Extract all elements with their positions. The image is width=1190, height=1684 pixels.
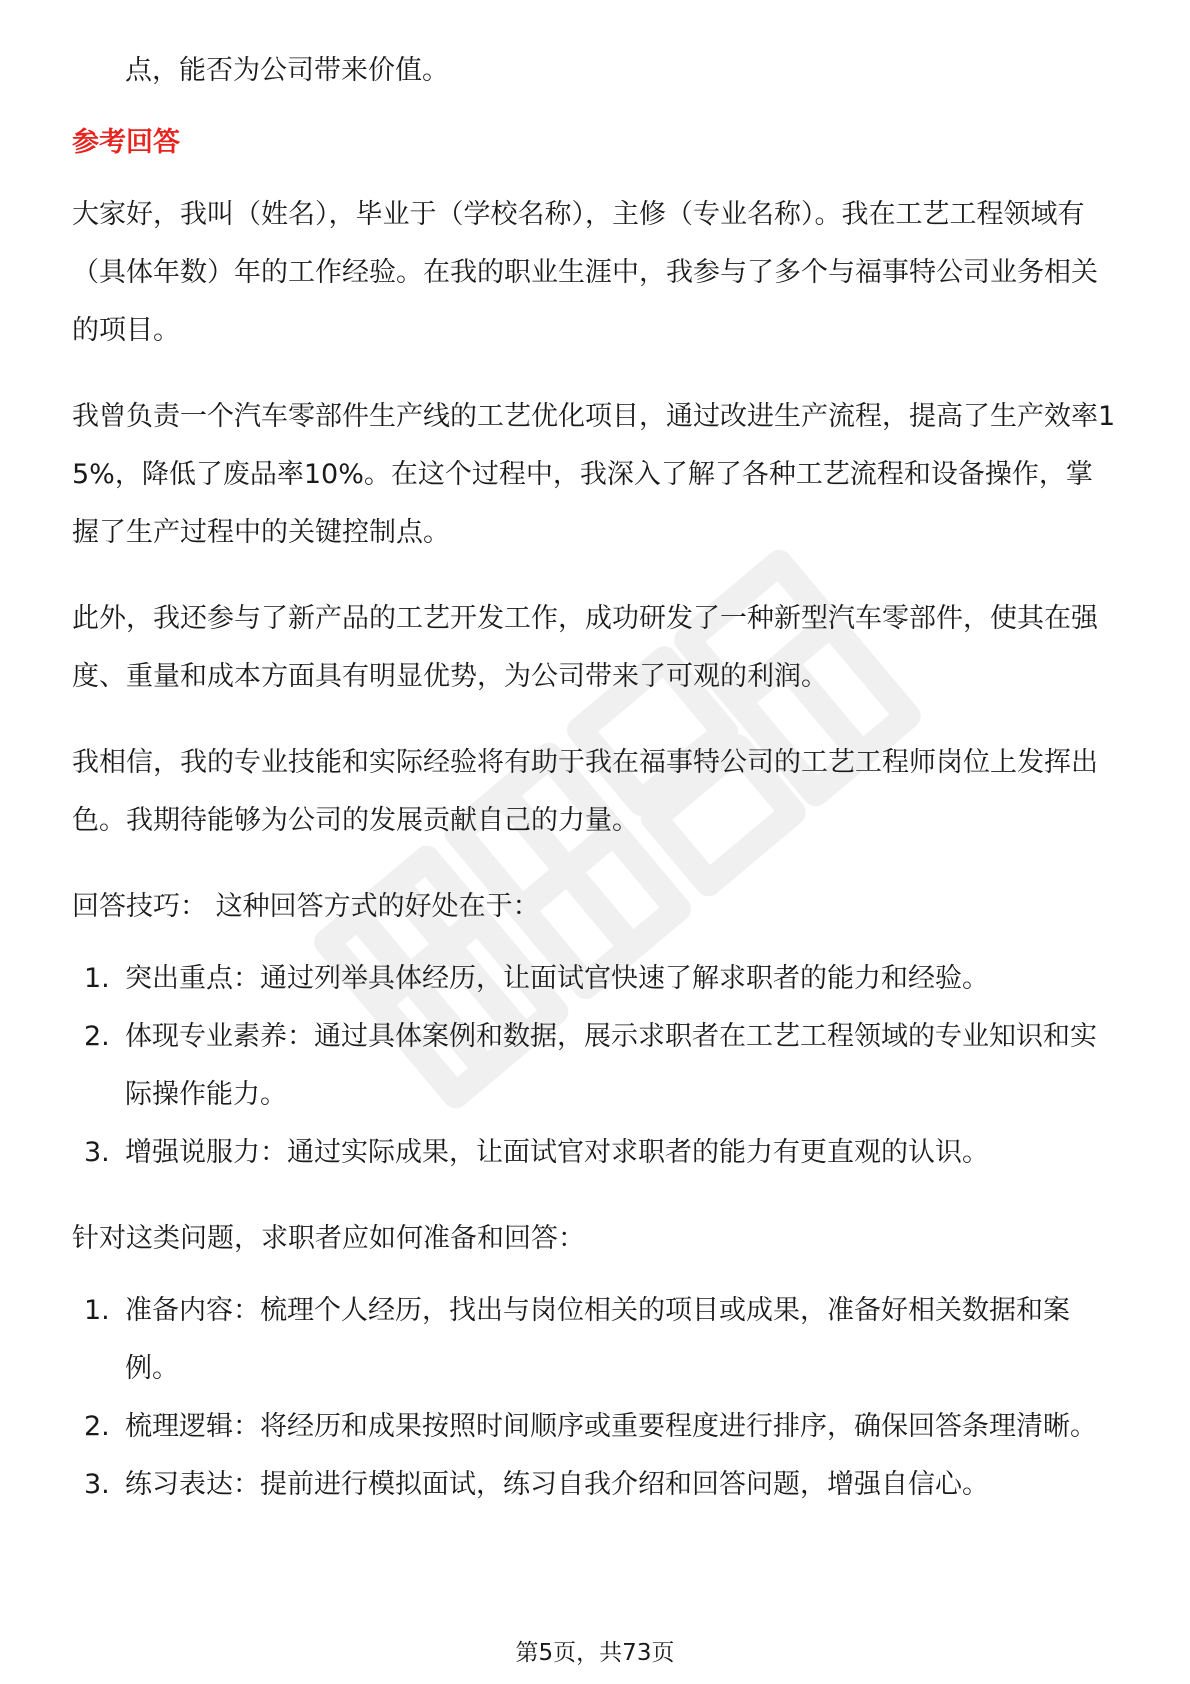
list-item	[72, 1398, 1118, 1456]
list-item	[72, 1282, 1118, 1398]
tips-heading: 回答技巧： 这种回答方式的好处在于：	[72, 891, 540, 922]
page-footer: 第5页，共73页	[515, 1640, 675, 1666]
list-number: 2.	[84, 1021, 110, 1052]
list-text: 增强说服力：通过实际成果，让面试官对求职者的能力有更直观的认识。	[125, 1137, 989, 1168]
answer-paragraph-4: 我相信，我的专业技能和实际经验将有助于我在福事特公司的工艺工程师岗位上发挥出色。我期待能够为公司的发展贡献自己的力量。	[72, 747, 1098, 836]
list-text: 准备内容：梳理个人经历，找出与岗位相关的项目或成果，准备好相关数据和案例。	[125, 1295, 1070, 1384]
list-text: 梳理逻辑：将经历和成果按照时间顺序或重要程度进行排序，确保回答条理清晰。	[125, 1411, 1097, 1442]
prep-heading: 针对这类问题，求职者应如何准备和回答：	[72, 1223, 585, 1254]
list-item	[72, 1124, 1118, 1182]
answer-paragraph-1: 大家好，我叫（姓名），毕业于（学校名称），主修（专业名称）。我在工艺工程领域有（具体年数）年的工作经验。在我的职业生涯中，我参与了多个与福事特公司业务相关的项目。	[72, 199, 1098, 346]
list-text: 体现专业素养：通过具体案例和数据，展示求职者在工艺工程领域的专业知识和实际操作能力。	[125, 1021, 1097, 1110]
list-number: 3.	[84, 1137, 110, 1168]
list-item	[72, 1456, 1118, 1514]
list-number: 1.	[84, 963, 110, 994]
list-item	[72, 950, 1118, 1008]
list-number: 2.	[84, 1411, 110, 1442]
answer-paragraph-3: 此外，我还参与了新产品的工艺开发工作，成功研发了一种新型汽车零部件，使其在强度、重量和成本方面具有明显优势，为公司带来了可观的利润。	[72, 603, 1098, 692]
tips-list	[72, 950, 1118, 1182]
document-body	[72, 42, 1118, 1514]
list-text: 突出重点：通过列举具体经历，让面试官快速了解求职者的能力和经验。	[125, 963, 989, 994]
list-item	[72, 1008, 1118, 1124]
list-number: 3.	[84, 1469, 110, 1500]
list-text: 练习表达：提前进行模拟面试，练习自我介绍和回答问题，增强自信心。	[125, 1469, 989, 1500]
section-heading: 参考回答	[72, 127, 180, 158]
intro-fragment: 点，能否为公司带来价值。	[125, 55, 449, 86]
list-number: 1.	[84, 1295, 110, 1326]
prep-list	[72, 1282, 1118, 1514]
answer-paragraph-2: 我曾负责一个汽车零部件生产线的工艺优化项目，通过改进生产流程，提高了生产效率15%，降低了废品率10%。在这个过程中，我深入了解了各种工艺流程和设备操作，掌握了生产过程中的关键控制点。	[72, 401, 1116, 548]
